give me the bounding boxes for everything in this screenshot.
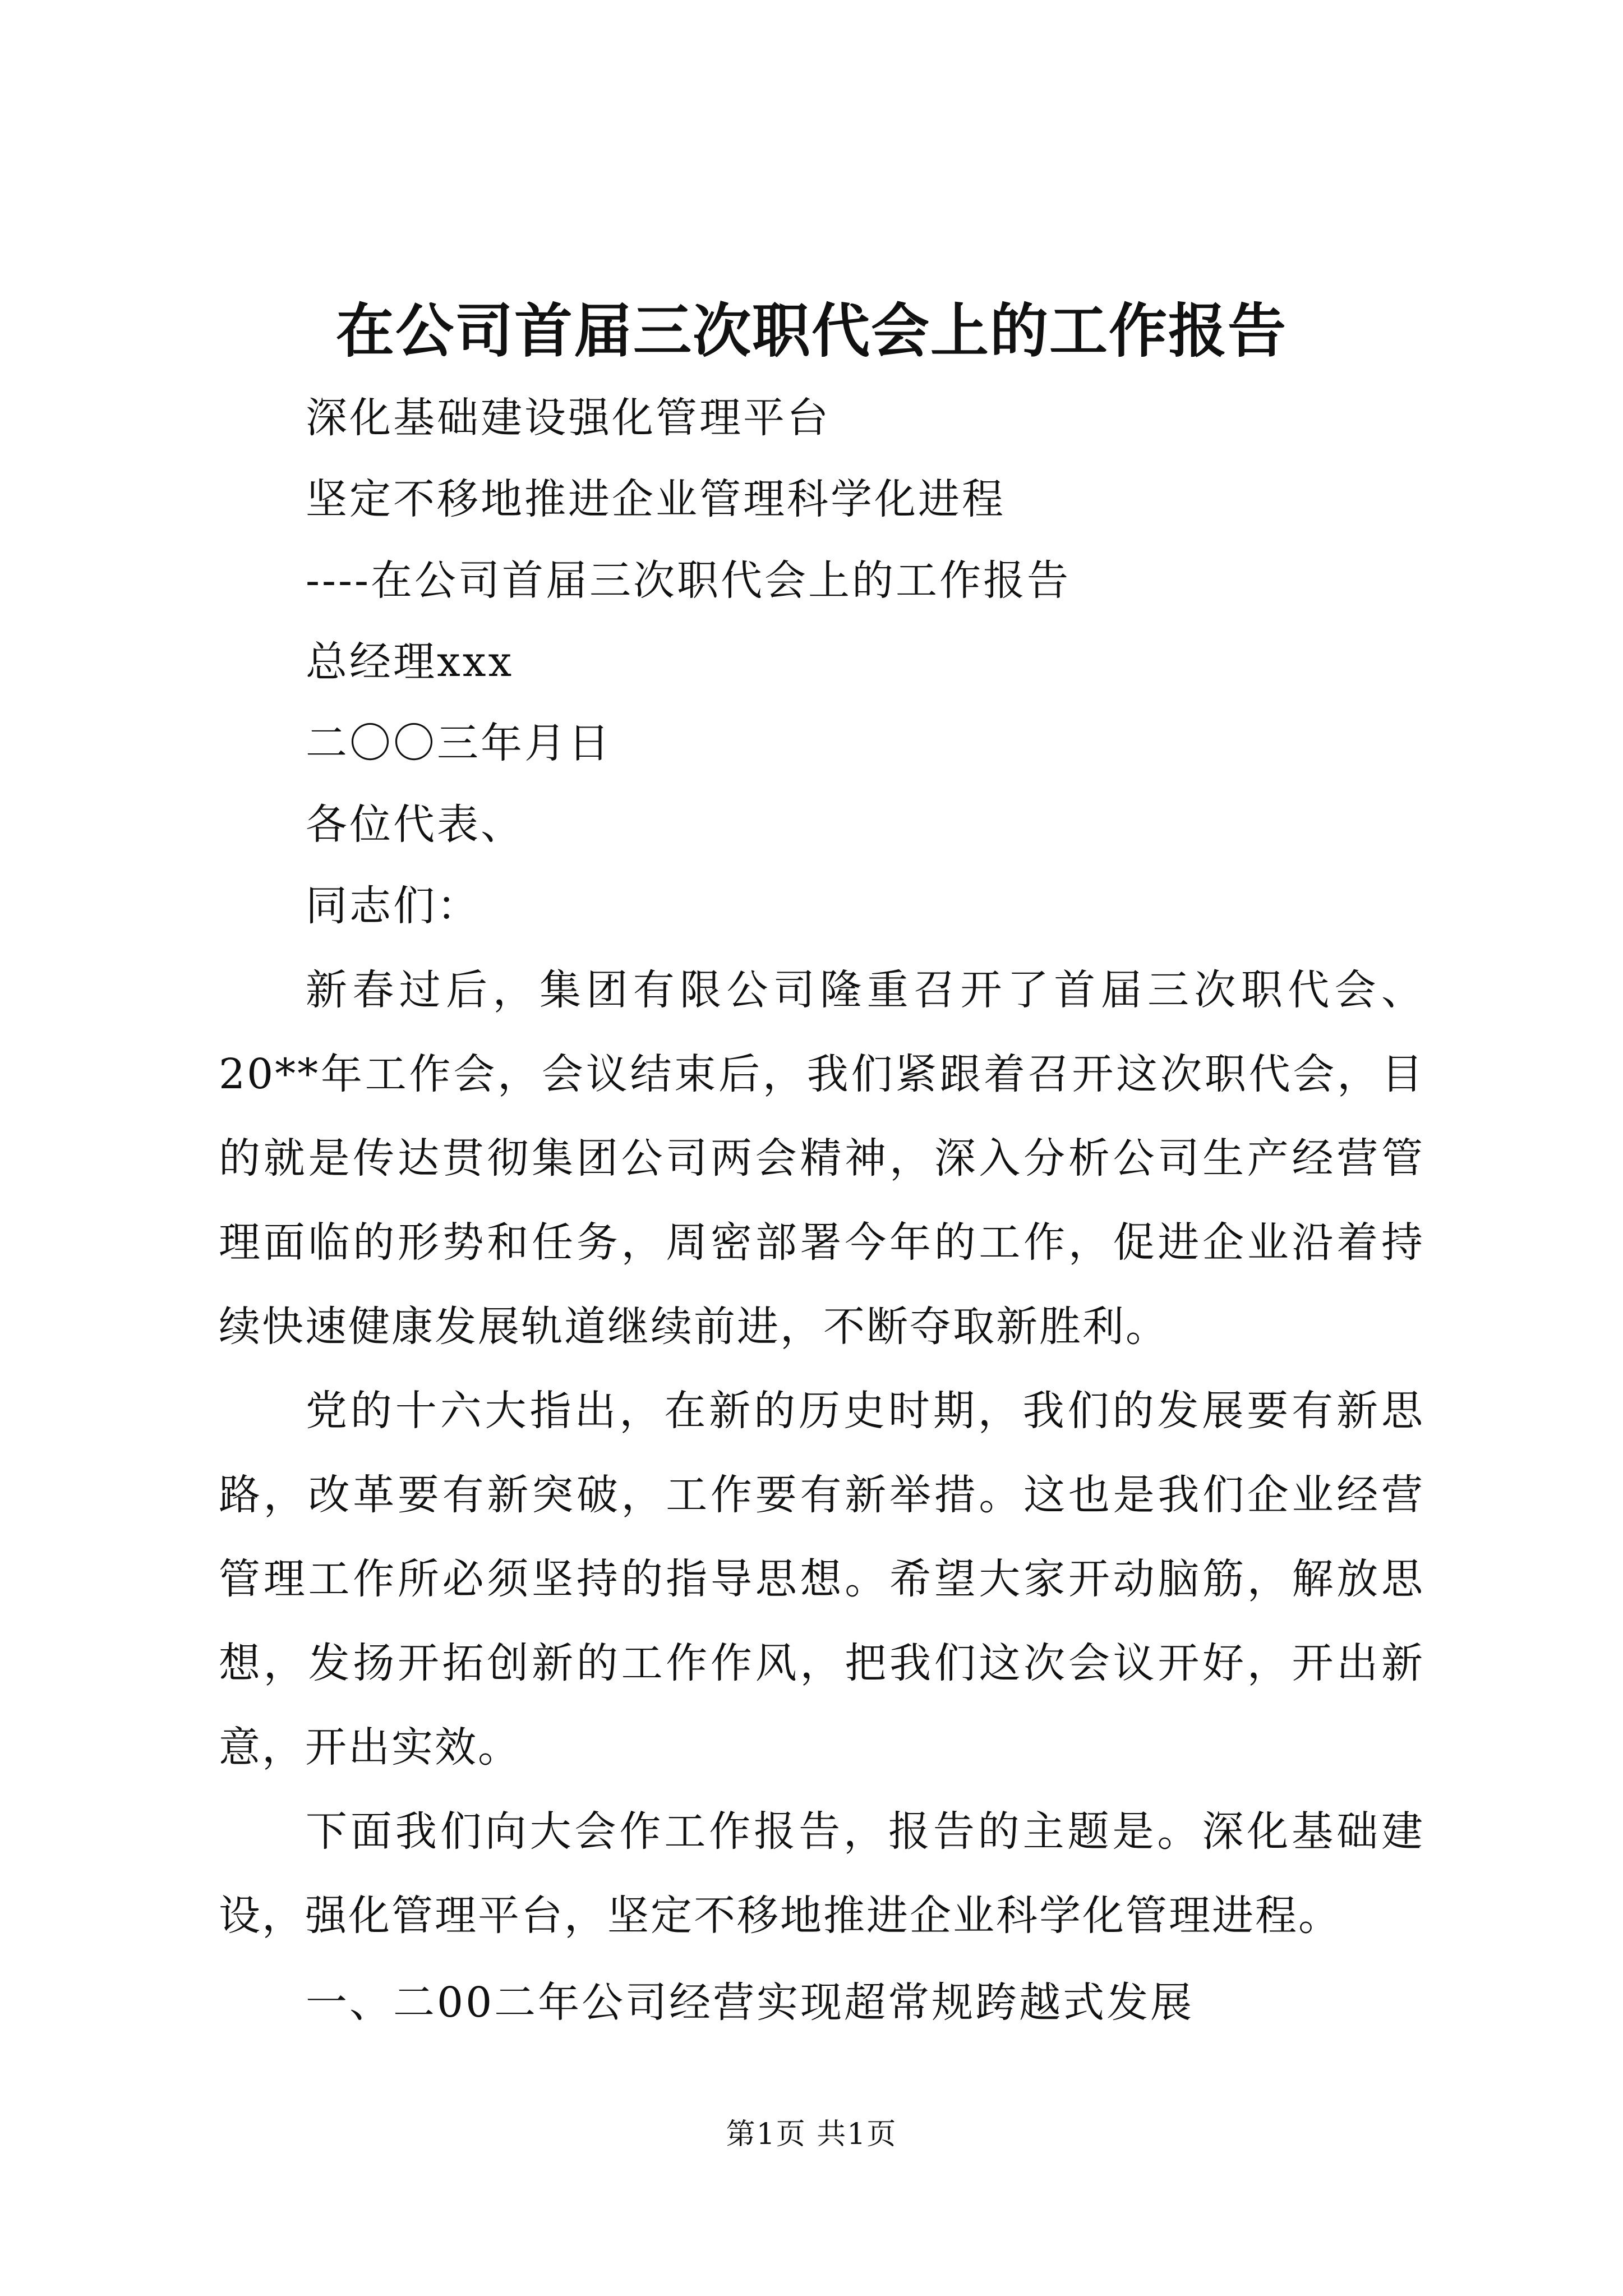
salutation-line-1: 各位代表、 [306, 800, 524, 849]
subtitle-line-3: ----在公司首届三次职代会上的工作报告 [306, 556, 1071, 605]
salutation-line-2: 同志们： [306, 882, 481, 930]
paragraph-3: 下面我们向大会作工作报告，报告的主题是。深化基础建设，强化管理平台，坚定不移地推进企业科学化管理进程。 [219, 1807, 1424, 1940]
date-line: 二〇〇三年月日 [306, 719, 612, 767]
paragraph-1: 新春过后，集团有限公司隆重召开了首届三次职代会、20**年工作会，会议结束后，我们紧跟着召开这次职代会，目的就是传达贯彻集团公司两会精神，深入分析公司生产经营管理面临的形势和任务，周密部署今年的工作，促进企业沿着持续快速健康发展轨道继续前进，不断夺取新胜利。 [219, 966, 1424, 1351]
section-heading: 一、二00二年公司经营实现超常规跨越式发展 [306, 1978, 1195, 2027]
document-title: 在公司首届三次职代会上的工作报告 [335, 296, 1287, 365]
subtitle-line-1: 深化基础建设强化管理平台 [306, 394, 831, 442]
page-footer: 第1页 共1页 [726, 2118, 897, 2151]
author-line: 总经理xxx [306, 638, 514, 686]
paragraph-2: 党的十六大指出，在新的历史时期，我们的发展要有新思路，改革要有新突破，工作要有新举措。这也是我们企业经营管理工作所必须坚持的指导思想。希望大家开动脑筋，解放思想，发扬开拓创新的工作作风，把我们这次会议开好，开出新意，开出实效。 [219, 1387, 1424, 1772]
subtitle-line-2: 坚定不移地推进企业管理科学化进程 [306, 475, 1006, 523]
